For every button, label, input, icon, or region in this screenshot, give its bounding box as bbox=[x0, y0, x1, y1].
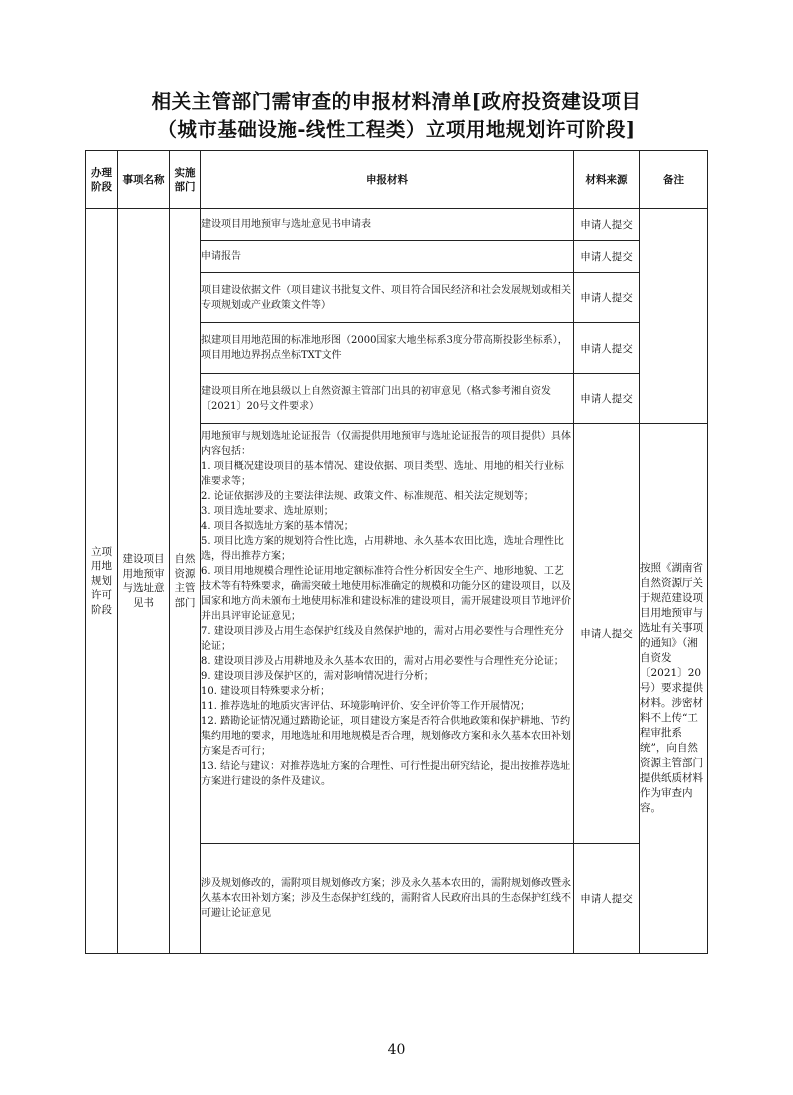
header-materials: 申报材料 bbox=[201, 151, 574, 209]
material-cell: 申请报告 bbox=[201, 241, 574, 273]
header-source: 材料来源 bbox=[574, 151, 640, 209]
document-title-line-1: 相关主管部门需审查的申报材料清单[政府投资建设项目 bbox=[151, 90, 642, 113]
document-title-line-2: （城市基础设施-线性工程类）立项用地规划许可阶段] bbox=[157, 118, 636, 141]
material-cell: 建设项目用地预审与选址意见书申请表 bbox=[201, 209, 574, 241]
material-text: 用地预审与规划选址论证报告（仅需提供用地预审与选址论证报告的项目提供）具体内容包括： 1. 项目概况建设项目的基本情况、建设依据、项目类型、选址、用地的相关行业标准要求等； 2. 论证依据涉及的主要法律法规、政策文件、标准规范、相关法定规划等； 3. 项目选址要求、选址原则； 4. 项目各拟选址方案的基本情况； 5. 项目比选方案的规划符合性比选，占用耕地、永久基本农田比选，选址合理性比选，得出推荐方案； 6. 项目用地规模合理性论证用地定额标准符合性分析因安全生产、地形地貌、工艺技术等有特殊要求，确需突破土地使用标准确定的规模和功能分区的建设项目，以及国家和地方尚未颁布土地使用标准和建设标准的建设项目，需开展建设项目节地评价并出具评审论证意见； 7. 建设项目涉及占用生态保护红线及自然保护地的，需对占用必要性与合理性充分论证； 8. 建设项目涉及占用耕地及永久基本农田的，需对占用必要性与合理性充分论证； 9. 建设项目涉及保护区的，需对影响情况进行分析； 10. 建设项目特殊要求分析； 11. 推荐选址的地质灾害评估、环境影响评价、安全评价等工作开展情况； 12. 踏勘论证情况通过踏勘论证，项目建设方案是否符合供地政策和保护耕地、节约集约用地的要求，用地选址和用地规模是否合理，规划修改方案和永久基本农田补划方案是否可行； 13. 结论与建议：对推荐选址方案的合理性、可行性提出研究结论，提出按推荐选址方案进行建设的条件及建议。 bbox=[201, 431, 571, 787]
header-dept: 实施部门 bbox=[170, 151, 201, 209]
material-cell bbox=[201, 424, 574, 844]
material-cell: 项目建设依据文件（项目建议书批复文件、项目符合国民经济和社会发展规划或相关专项规划或产业政策文件等） bbox=[201, 273, 574, 323]
source-cell: 申请人提交 bbox=[574, 323, 640, 374]
material-cell: 拟建项目用地范围的标准地形图（2000国家大地坐标系3度分带高斯投影坐标系），项目用地边界拐点坐标TXT文件 bbox=[201, 323, 574, 374]
item-cell: 建设项目用地预审与选址意见书 bbox=[118, 209, 170, 954]
source-cell: 申请人提交 bbox=[574, 273, 640, 323]
note-cell: 按照《湖南省自然资源厅关于规范建设项目用地预审与选址有关事项的通知》（湘自资发〔2021〕20号）要求提供材料。涉密材料不上传“工程审批系统”，向自然资源主管部门提供纸质材料作为审查内容。 bbox=[640, 424, 708, 954]
notes-empty-cell bbox=[640, 209, 708, 424]
header-notes: 备注 bbox=[640, 151, 708, 209]
table-row bbox=[86, 209, 708, 241]
header-stage: 办理阶段 bbox=[86, 151, 118, 209]
table-header-row bbox=[86, 151, 708, 209]
source-cell: 申请人提交 bbox=[574, 374, 640, 424]
source-cell: 申请人提交 bbox=[574, 844, 640, 954]
dept-cell: 自然资源主管部门 bbox=[170, 209, 201, 954]
source-cell: 申请人提交 bbox=[574, 241, 640, 273]
stage-cell: 立项用地规划许可阶段 bbox=[86, 209, 118, 954]
materials-table bbox=[85, 150, 708, 954]
page-number: 40 bbox=[387, 1042, 406, 1058]
source-cell: 申请人提交 bbox=[574, 424, 640, 844]
material-cell: 涉及规划修改的，需附项目规划修改方案；涉及永久基本农田的，需附规划修改暨永久基本农田补划方案；涉及生态保护红线的，需附省人民政府出具的生态保护红线不可避让论证意见 bbox=[201, 844, 574, 954]
header-item: 事项名称 bbox=[118, 151, 170, 209]
material-cell: 建设项目所在地县级以上自然资源主管部门出具的初审意见（格式参考湘自资发〔2021〕20号文件要求） bbox=[201, 374, 574, 424]
source-cell: 申请人提交 bbox=[574, 209, 640, 241]
